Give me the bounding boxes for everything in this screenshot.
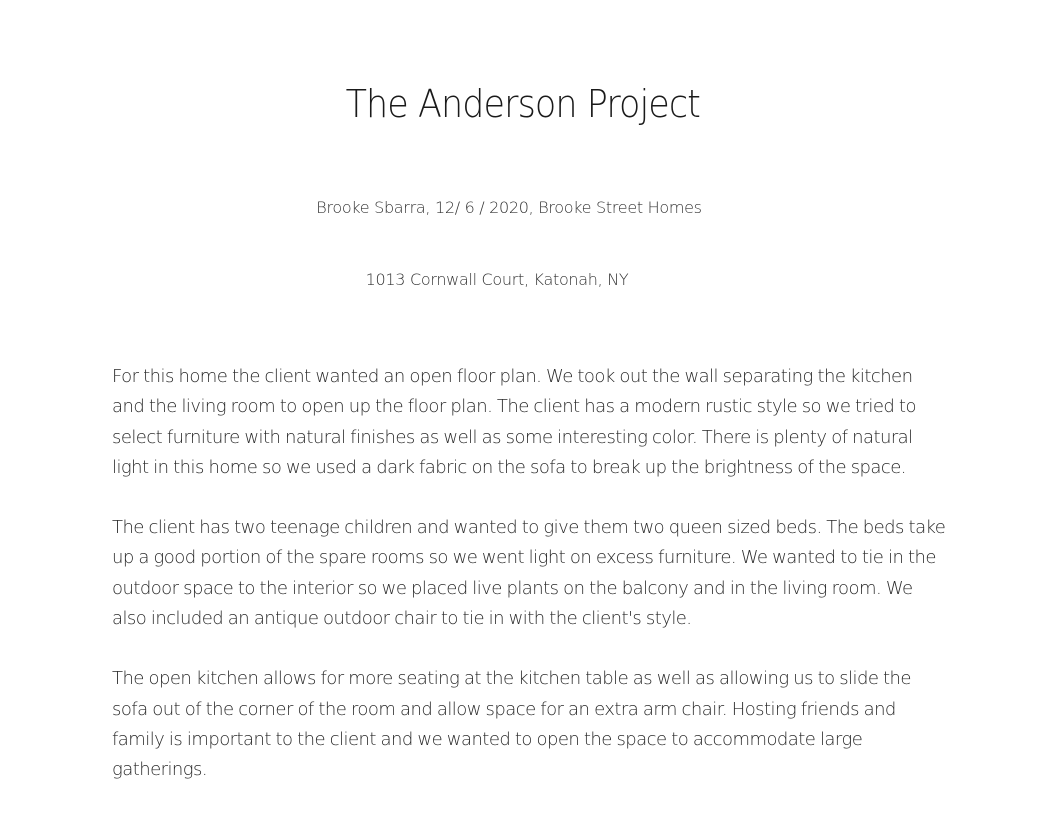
body-paragraph: The client has two teenage children and wanted to give them two queen sized beds. The beds take up a good portion of the spare rooms so we went light on excess furniture. We wanted to tie in the outdoor space to the interior so we placed live plants on the balcony and in the living room. We also included an antique outdoor chair to tie in with the client's style. <box>112 517 946 630</box>
document-body <box>112 362 946 816</box>
body-paragraph: The open kitchen allows for more seating at the kitchen table as well as allowing us to slide the sofa out of the corner of the room and allow space for an extra arm chair. Hosting friends and family is important to the client and we wanted to open the space to accommodate large gatherings. <box>112 668 911 781</box>
document-title: The Anderson Project <box>345 82 700 126</box>
author-date-company-line: Brooke Sbarra, 12/ 6 / 2020, Brooke Street Homes <box>316 198 702 217</box>
body-paragraph: For this home the client wanted an open floor plan. We took out the wall separating the kitchen and the living room to open up the floor plan. The client has a modern rustic style so we tried to select furniture with natural finishes as well as some interesting color. There is plenty of natural light in this home so we used a dark fabric on the sofa to break up the brightness of the space. <box>112 366 916 478</box>
address-line: 1013 Cornwall Court, Katonah, NY <box>365 270 629 289</box>
